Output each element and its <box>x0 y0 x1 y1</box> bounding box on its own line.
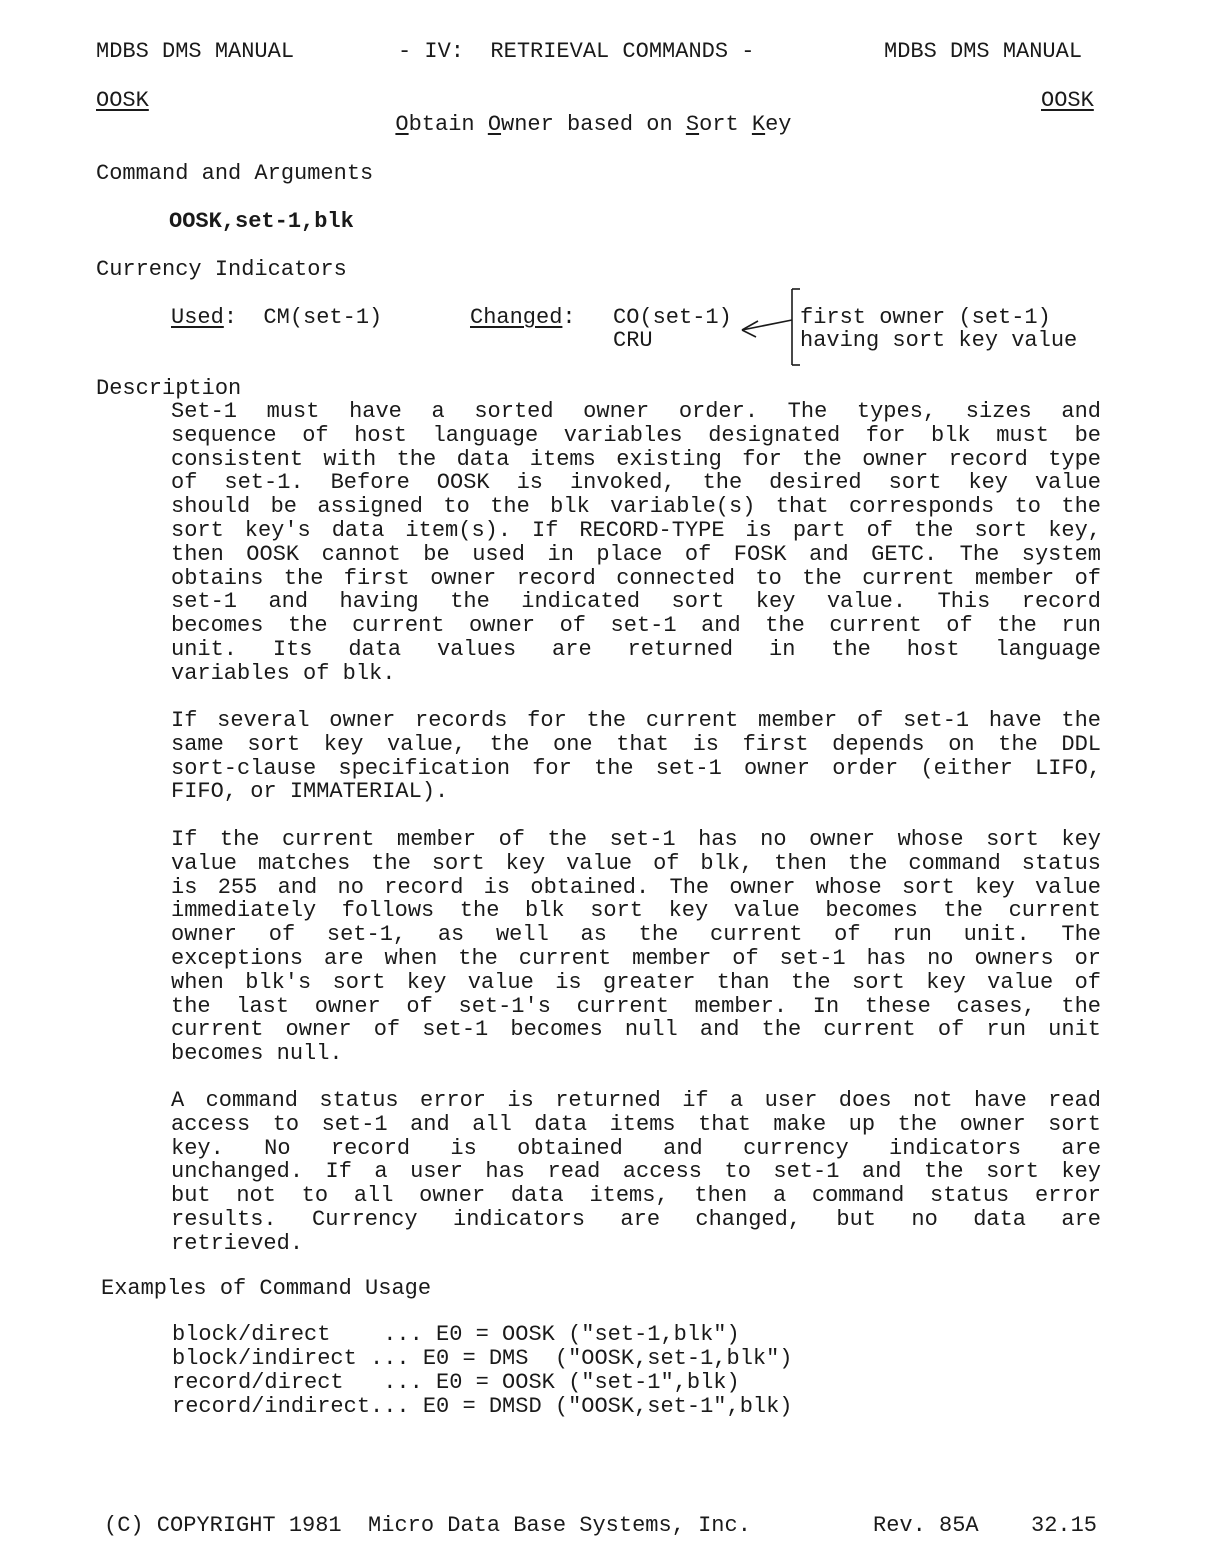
description-line: results. Currency indicators are changed, but no data are <box>171 1206 1101 1232</box>
currency-bracket-arrow <box>700 285 810 375</box>
description-line: key. No record is obtained and currency indicators are <box>171 1135 1101 1161</box>
description-paragraph-1 <box>171 400 1101 686</box>
description-line: then OOSK cannot be used in place of FOSK and GETC. The system <box>171 541 1101 567</box>
title-part-1: O <box>395 112 409 137</box>
footer-page-number: 32.15 <box>1031 1513 1098 1538</box>
description-line: becomes null. <box>171 1041 343 1067</box>
examples-heading: Examples of Command Usage <box>101 1276 432 1301</box>
title-part-7: K <box>751 112 766 137</box>
description-line: but not to all owner data items, then a command status error <box>171 1183 1101 1209</box>
used-row: Used: CM(set-1) <box>171 305 383 330</box>
description-line: variables of blk. <box>171 660 396 686</box>
footer-revision: Rev. 85A <box>873 1513 979 1538</box>
description-line: unit. Its data values are returned in the host language <box>171 636 1101 662</box>
description-line: the last owner of set-1's current member. In these cases, the <box>171 993 1101 1019</box>
changed-value-cru: CRU <box>613 328 653 353</box>
description-line: retrieved. <box>171 1230 304 1256</box>
description-paragraph-3 <box>171 828 1101 1066</box>
description-line: exceptions are when the current member of set-1 has no owners or <box>171 945 1101 971</box>
currency-heading: Currency Indicators <box>96 257 347 282</box>
description-line: value matches the sort key value of blk, then the command status <box>171 850 1101 876</box>
description-line: If the current member of the set-1 has no owner whose sort key <box>171 827 1101 852</box>
description-line: should be assigned to the blk variable(s) that corresponds to the <box>171 494 1101 520</box>
example-line-1: block/direct ... E0 = OOSK ("set-1,blk") <box>172 1322 740 1347</box>
used-value: CM(set-1) <box>263 305 383 330</box>
description-line: Set-1 must have a sorted owner order. The types, sizes and <box>171 399 1101 424</box>
description-line: If several owner records for the current member of set-1 have the <box>171 708 1101 733</box>
title-part-4: wner based on <box>501 112 686 137</box>
title-part-5: S <box>685 112 700 137</box>
currency-note-line-2: having sort key value <box>800 328 1078 353</box>
description-heading: Description <box>96 376 242 401</box>
description-paragraph-4 <box>171 1089 1101 1256</box>
description-paragraph-2 <box>171 709 1101 804</box>
description-line: immediately follows the blk sort key value becomes the current <box>171 898 1101 924</box>
header-center: - IV: RETRIEVAL COMMANDS - <box>398 39 755 64</box>
header-right: MDBS DMS MANUAL <box>884 39 1083 64</box>
description-line: sort-clause specification for the set-1 owner order (either LIFO, <box>171 755 1101 781</box>
command-title <box>369 89 792 137</box>
description-line: obtains the first owner record connected to the current member of <box>171 565 1101 591</box>
example-line-2: block/indirect ... E0 = DMS ("OOSK,set-1,blk") <box>172 1346 793 1371</box>
example-line-3: record/direct ... E0 = OOSK ("set-1",blk) <box>172 1370 740 1395</box>
changed-label: Changed <box>470 305 563 330</box>
example-line-4: record/indirect... E0 = DMSD ("OOSK,set-1",blk) <box>172 1394 793 1419</box>
description-line: FIFO, or IMMATERIAL). <box>171 779 449 805</box>
command-code-right: OOSK <box>1041 88 1094 113</box>
command-heading: Command and Arguments <box>96 161 374 186</box>
description-line: set-1 and having the indicated sort key value. This record <box>171 589 1101 615</box>
command-code-left: OOSK <box>96 88 149 113</box>
used-label: Used <box>171 305 224 330</box>
description-line: is 255 and no record is obtained. The owner whose sort key value <box>171 874 1101 900</box>
header-left: MDBS DMS MANUAL <box>96 39 295 64</box>
title-part-8: ey <box>765 112 792 137</box>
description-line: becomes the current owner of set-1 and the current of the run <box>171 613 1101 639</box>
description-line: access to set-1 and all data items that make up the owner sort <box>171 1111 1101 1137</box>
title-part-6: ort <box>699 112 752 137</box>
description-line: unchanged. If a user has read access to set-1 and the sort key <box>171 1159 1101 1185</box>
title-part-3: O <box>487 112 502 137</box>
description-line: same sort key value, the one that is first depends on the DDL <box>171 731 1101 757</box>
currency-note-line-1: first owner (set-1) <box>800 305 1051 330</box>
description-line: sort key's data item(s). If RECORD-TYPE is part of the sort key, <box>171 517 1101 543</box>
description-line: owner of set-1, as well as the current of run unit. The <box>171 922 1101 948</box>
description-line: consistent with the data items existing for the owner record type <box>171 446 1101 472</box>
title-part-2: btain <box>408 112 488 137</box>
description-line: sequence of host language variables designated for blk must be <box>171 422 1101 448</box>
command-syntax: OOSK,set-1,blk <box>169 209 354 234</box>
description-line: A command status error is returned if a user does not have read <box>171 1088 1101 1113</box>
description-line: current owner of set-1 becomes null and the current of run unit <box>171 1017 1101 1043</box>
footer-copyright: (C) COPYRIGHT 1981 Micro Data Base Systems, Inc. <box>104 1513 751 1538</box>
changed-row: Changed: <box>470 305 576 330</box>
description-line: of set-1. Before OOSK is invoked, the desired sort key value <box>171 470 1101 496</box>
changed-value-co: CO(set-1) <box>613 305 732 330</box>
description-line: when blk's sort key value is greater than the sort key value of <box>171 969 1101 995</box>
